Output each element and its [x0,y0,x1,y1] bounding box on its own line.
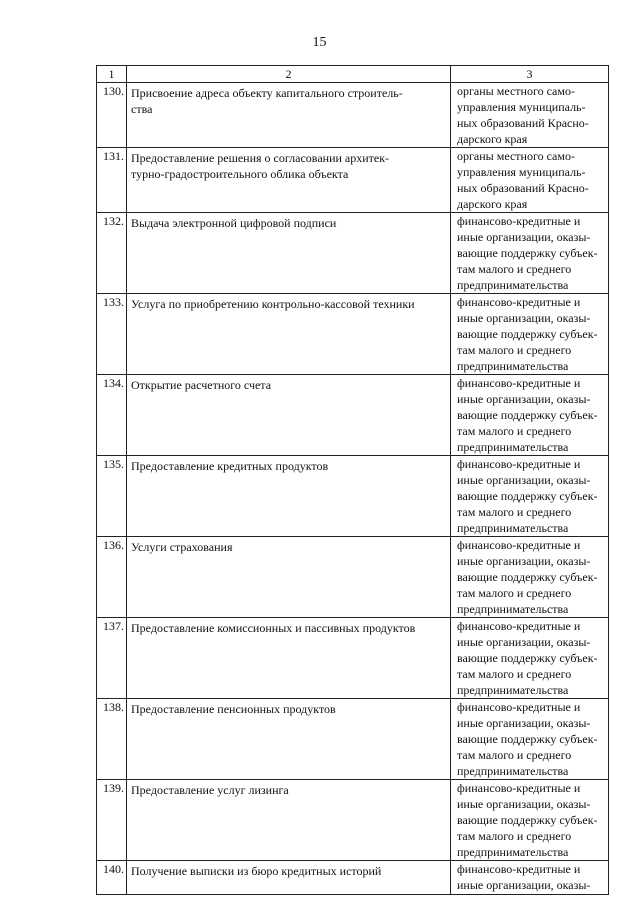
service-name: Предоставление пенсионных продуктов [127,699,451,780]
responsible-organization: органы местного само- управления муниципаль- ных образований Красно- дарского края [451,148,609,213]
table-row [97,83,609,148]
responsible-organization: финансово-кредитные и иные организации, оказы- вающие поддержку субъек- там малого и среднего предпринимательства [451,456,609,537]
table-row [97,294,609,375]
table-row [97,861,609,895]
responsible-organization: финансово-кредитные и иные организации, оказы- вающие поддержку субъек- там малого и среднего предпринимательства [451,699,609,780]
service-name: Предоставление комиссионных и пассивных продуктов [127,618,451,699]
service-name: Предоставление кредитных продуктов [127,456,451,537]
services-table [96,65,609,895]
table-row [97,618,609,699]
table-row [97,537,609,618]
responsible-organization: финансово-кредитные и иные организации, оказы- вающие поддержку субъек- там малого и среднего предпринимательства [451,618,609,699]
responsible-organization: финансово-кредитные и иные организации, оказы- [451,861,609,895]
row-number: 139. [97,780,127,861]
responsible-organization: финансово-кредитные и иные организации, оказы- вающие поддержку субъек- там малого и среднего предпринимательства [451,294,609,375]
header-col-1: 1 [97,66,127,83]
row-number: 133. [97,294,127,375]
responsible-organization: финансово-кредитные и иные организации, оказы- вающие поддержку субъек- там малого и среднего предпринимательства [451,375,609,456]
responsible-organization: финансово-кредитные и иные организации, оказы- вающие поддержку субъек- там малого и среднего предпринимательства [451,213,609,294]
table-row [97,780,609,861]
service-name: Предоставление решения о согласовании архитек- турно-градостроительного облика объекта [127,148,451,213]
table-row [97,213,609,294]
row-number: 135. [97,456,127,537]
row-number: 138. [97,699,127,780]
responsible-organization: органы местного само- управления муниципаль- ных образований Красно- дарского края [451,83,609,148]
service-name: Получение выписки из бюро кредитных историй [127,861,451,895]
responsible-organization: финансово-кредитные и иные организации, оказы- вающие поддержку субъек- там малого и среднего предпринимательства [451,537,609,618]
header-col-3: 3 [451,66,609,83]
row-number: 136. [97,537,127,618]
row-number: 137. [97,618,127,699]
responsible-organization: финансово-кредитные и иные организации, оказы- вающие поддержку субъек- там малого и среднего предпринимательства [451,780,609,861]
row-number: 140. [97,861,127,895]
table-row [97,699,609,780]
row-number: 130. [97,83,127,148]
row-number: 132. [97,213,127,294]
row-number: 131. [97,148,127,213]
header-col-2: 2 [127,66,451,83]
row-number: 134. [97,375,127,456]
service-name: Услуга по приобретению контрольно-кассовой техники [127,294,451,375]
service-name: Предоставление услуг лизинга [127,780,451,861]
service-name: Открытие расчетного счета [127,375,451,456]
table-row [97,456,609,537]
service-name: Выдача электронной цифровой подписи [127,213,451,294]
table-row [97,148,609,213]
table-header-row [97,66,609,83]
table-row [97,375,609,456]
service-name: Присвоение адреса объекту капитального строитель- ства [127,83,451,148]
service-name: Услуги страхования [127,537,451,618]
page-number: 15 [312,35,327,50]
